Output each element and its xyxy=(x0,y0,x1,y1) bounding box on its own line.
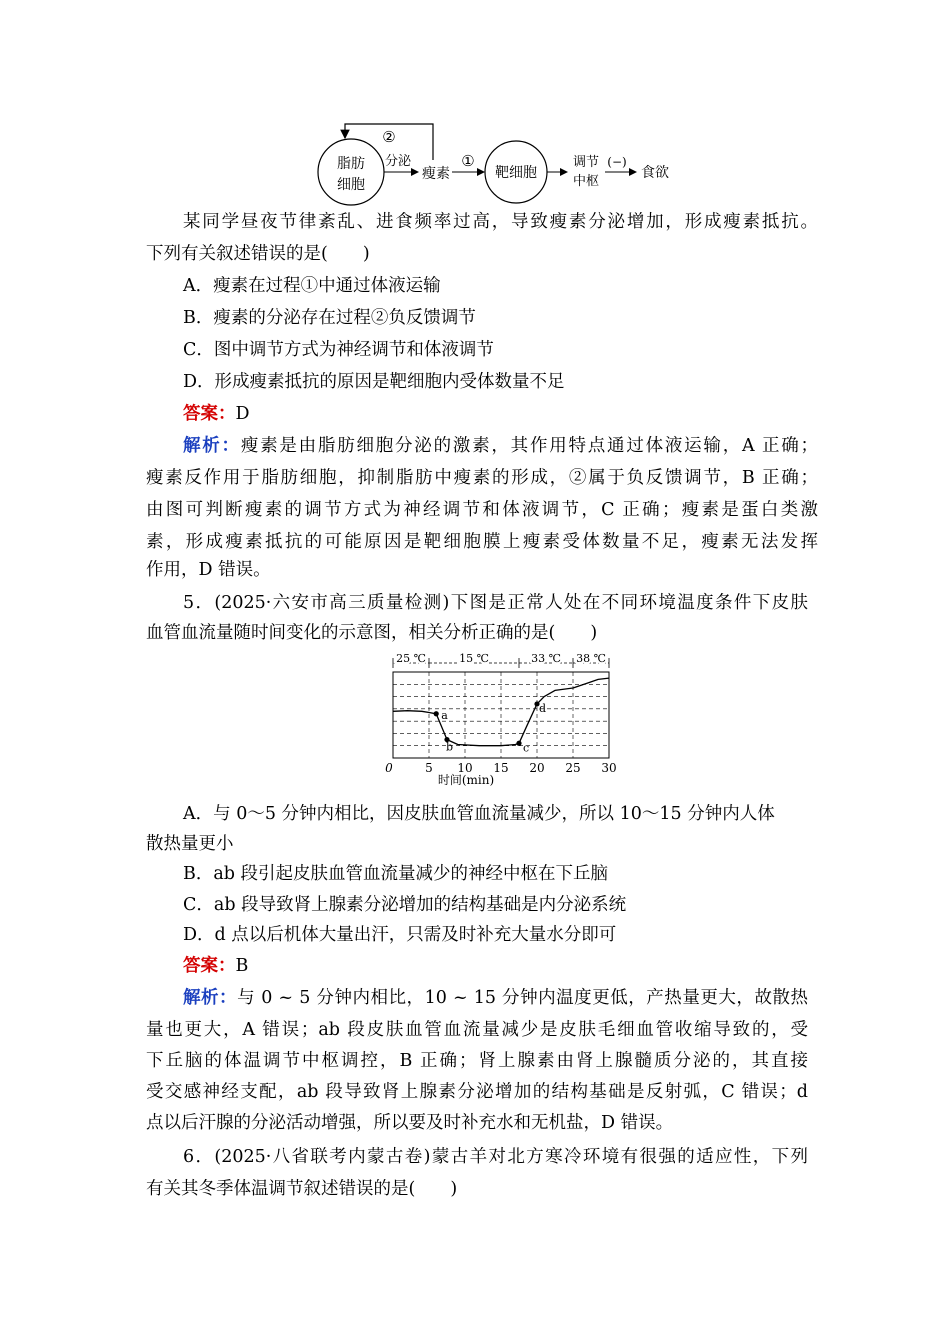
fat-cell-circle xyxy=(318,139,384,205)
appetite-label: 食欲 xyxy=(641,165,669,181)
q4-analysis-line-1 xyxy=(183,434,818,458)
fat-cell-label-1: 脂肪 xyxy=(337,156,365,172)
fat-cell-label-2: 细胞 xyxy=(337,177,365,193)
secrete-label: 分泌 xyxy=(384,154,412,169)
q4-option-a: A．瘦素在过程①中通过体液运输 xyxy=(183,276,441,296)
step1-label: ① xyxy=(461,152,475,170)
q4-option-b: B．瘦素的分泌存在过程②负反馈调节 xyxy=(183,308,476,328)
center-label: 中枢 xyxy=(572,174,600,189)
q4-analysis-line-5: 作用，D 错误。 xyxy=(146,560,271,580)
q4-analysis-line-3: 由图可判断瘦素的调节方式为神经调节和体液调节，C 正确；瘦素是蛋白类激 xyxy=(146,500,818,520)
chart-point-label-a: a xyxy=(441,708,448,722)
q4-stem-line-2: 下列有关叙述错误的是( ) xyxy=(146,244,370,264)
q4-analysis-line-2: 瘦素反作用于脂肪细胞，抑制脂肪中瘦素的形成，②属于负反馈调节，B 正确； xyxy=(146,468,818,488)
q4-option-d: D．形成瘦素抵抗的原因是靶细胞内受体数量不足 xyxy=(183,372,565,392)
chart-x-tick-label: 5 xyxy=(425,761,433,775)
step2-label: ② xyxy=(382,128,396,146)
temp-segment-label: 15 ℃ xyxy=(459,652,489,665)
chart-xlabel: 时间(min) xyxy=(437,773,495,787)
q5-option-b: B．ab 段引起皮肤血管血流量减少的神经中枢在下丘脑 xyxy=(183,864,609,884)
temp-segment-label: 33 ℃ xyxy=(531,652,561,665)
chart-x-tick-label: 10 xyxy=(457,761,473,775)
q5-analysis-line-5: 点以后汗腺的分泌活动增强，所以要及时补充水和无机盐，D 错误。 xyxy=(146,1113,674,1133)
chart-x-tick-label: 25 xyxy=(565,761,581,775)
minus-label: (−) xyxy=(607,155,627,169)
leptin-regulation-diagram xyxy=(0,0,950,210)
q6-stem-line-2: 有关其冬季体温调节叙述错误的是( ) xyxy=(146,1179,458,1199)
q5-analysis-line-4: 受交感神经支配，ab 段导致肾上腺素分泌增加的结构基础是反射弧，C 错误；d xyxy=(146,1082,808,1102)
temp-segment-label: 38 ℃ xyxy=(576,652,606,665)
q5-analysis-label: 解析： xyxy=(183,988,238,1008)
q5-analysis-line-3: 下丘脑的体温调节中枢调控，B 正确；肾上腺素由肾上腺髓质分泌的，其直接 xyxy=(146,1051,808,1071)
q5-stem-line-1: 5．(2025·六安市高三质量检测)下图是正常人处在不同环境温度条件下皮肤 xyxy=(183,593,808,613)
leptin-label: 瘦素 xyxy=(422,166,450,182)
target-cell-label: 靶细胞 xyxy=(495,165,537,181)
q4-answer-value: D xyxy=(235,404,250,424)
q4-answer-label: 答案： xyxy=(183,404,236,424)
q5-option-d: D．d 点以后机体大量出汗，只需及时补充大量水分即可 xyxy=(183,925,617,945)
temp-segment-label: 25 ℃ xyxy=(396,652,426,665)
q5-analysis-line-2: 量也更大，A 错误；ab 段皮肤血管血流量减少是皮肤毛细血管收缩导致的，受 xyxy=(146,1020,808,1040)
q4-answer xyxy=(183,402,250,426)
q4-option-c: C．图中调节方式为神经调节和体液调节 xyxy=(183,340,494,360)
q5-answer-value: B xyxy=(235,956,249,976)
chart-point-a xyxy=(434,711,439,716)
blood-flow-chart xyxy=(0,650,950,790)
q5-stem-line-2: 血管血流量随时间变化的示意图，相关分析正确的是( ) xyxy=(146,623,598,643)
q6-stem-line-1: 6．(2025·八省联考内蒙古卷)蒙古羊对北方寒冷环境有很强的适应性，下列 xyxy=(183,1147,808,1167)
regulate-label: 调节 xyxy=(572,155,600,170)
q5-analysis-text-1: 与 0 ~ 5 分钟内相比，10 ~ 15 分钟内温度更低，产热量更大，故散热 xyxy=(237,988,808,1008)
q5-option-a-line-1: A．与 0～5 分钟内相比，因皮肤血管血流量减少，所以 10～15 分钟内人体 xyxy=(183,804,775,824)
q5-answer xyxy=(183,954,248,978)
q5-option-c: C．ab 段导致肾上腺素分泌增加的结构基础是内分泌系统 xyxy=(183,895,627,915)
q5-analysis-line-1 xyxy=(183,986,808,1010)
q4-analysis-line-4: 素，形成瘦素抵抗的可能原因是靶细胞膜上瘦素受体数量不足，瘦素无法发挥 xyxy=(146,532,818,552)
chart-x-tick-label: 20 xyxy=(529,761,545,775)
chart-point-c xyxy=(516,741,521,746)
chart-point-label-b: b xyxy=(446,740,454,754)
q5-option-a-line-2: 散热量更小 xyxy=(146,834,234,854)
q4-analysis-text-1: 瘦素是由脂肪细胞分泌的激素，其作用特点通过体液运输，A 正确； xyxy=(240,436,818,456)
q4-stem-line-1: 某同学昼夜节律紊乱、进食频率过高，导致瘦素分泌增加，形成瘦素抵抗。 xyxy=(183,212,818,232)
chart-point-label-c: c xyxy=(523,741,530,755)
chart-point-label-d: d xyxy=(539,701,547,715)
q5-answer-label: 答案： xyxy=(183,956,236,976)
chart-x-tick-label: 0 xyxy=(385,761,393,775)
q4-analysis-label: 解析： xyxy=(183,436,241,456)
chart-x-tick-label: 30 xyxy=(601,761,617,775)
chart-x-tick-label: 15 xyxy=(493,761,509,775)
